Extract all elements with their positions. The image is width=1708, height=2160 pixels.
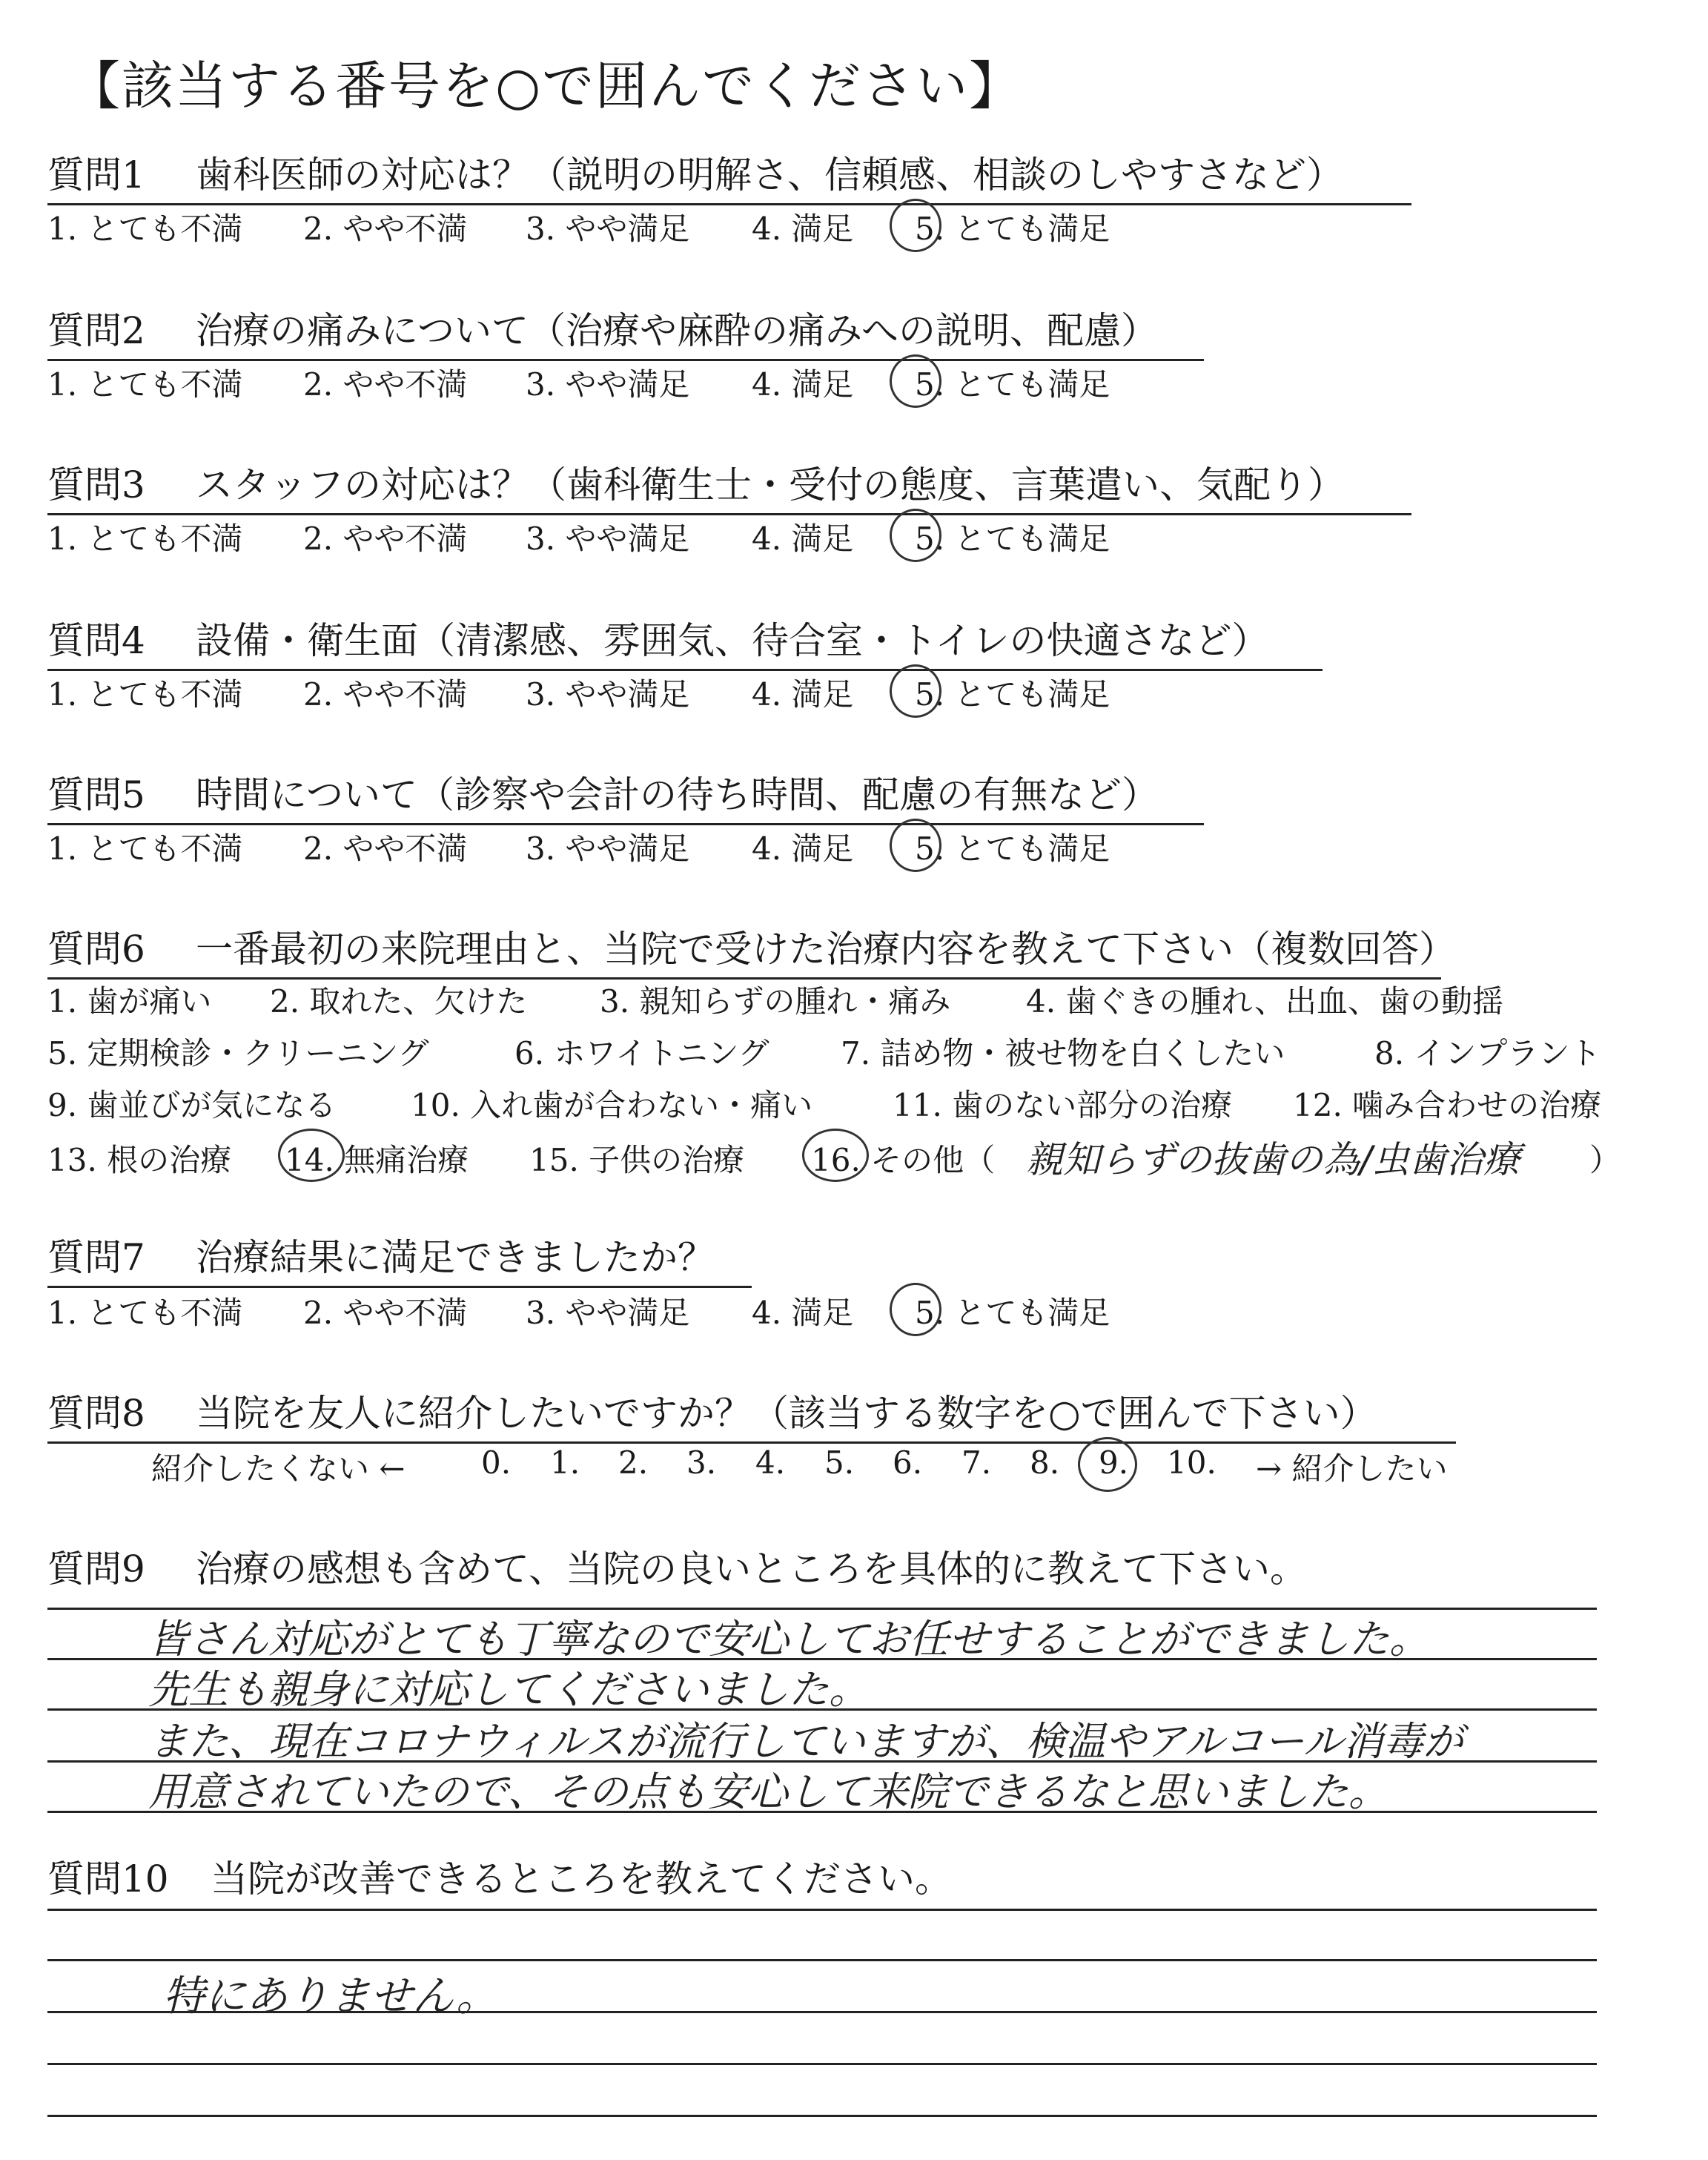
q8-scale-option[interactable]: 8. [1030, 1444, 1060, 1481]
question-number: 質問6 [47, 928, 145, 971]
selection-circle [1078, 1437, 1137, 1492]
q8-scale-option[interactable]: 3. [686, 1444, 717, 1481]
question-text: 一番最初の来院理由と、当院で受けた治療内容を教えて下さい（複数回答） [196, 928, 1456, 971]
scale-option-1[interactable]: 1. とても不満 [47, 521, 243, 557]
q6-option[interactable]: 10. 入れ歯が合わない・痛い [411, 1087, 813, 1123]
scale-option-4[interactable]: 4. 満足 [752, 830, 854, 867]
q6-option[interactable]: 16. その他（ [811, 1142, 996, 1178]
question-9-heading [47, 1539, 1307, 1597]
q6-option[interactable]: 5. 定期検診・クリーニング [47, 1035, 429, 1071]
selection-circle [890, 354, 941, 408]
scale-option-2[interactable]: 2. やや不満 [303, 830, 468, 867]
question-text: 当院が改善できるところを教えてください。 [211, 1857, 952, 1900]
question-number: 質問3 [47, 463, 145, 506]
answer-line [47, 2063, 1597, 2065]
q8-scale-option[interactable]: 5. [824, 1444, 855, 1481]
question-number: 質問5 [47, 773, 145, 816]
question-10-heading [47, 1849, 952, 1907]
scale-option-5[interactable]: 5. とても満足 [915, 211, 1110, 247]
question-text: 治療の感想も含めて、当院の良いところを具体的に教えて下さい。 [196, 1548, 1307, 1591]
question-number: 質問2 [47, 309, 145, 352]
scale-option-3[interactable]: 3. やや満足 [526, 366, 690, 403]
selection-circle [802, 1129, 869, 1182]
selection-circle [890, 664, 941, 718]
q6-option[interactable]: 8. インプラント [1374, 1035, 1601, 1071]
scale-option-2[interactable]: 2. やや不満 [303, 521, 468, 557]
answer-line [47, 2115, 1597, 2117]
question-text: 治療結果に満足できましたか？ [196, 1236, 715, 1279]
q6-option[interactable]: 1. 歯が痛い [47, 983, 212, 1020]
q6-option[interactable]: 13. 根の治療 [47, 1142, 232, 1178]
scale-option-4[interactable]: 4. 満足 [752, 521, 854, 557]
q6-option-close: ） [1589, 1142, 1621, 1178]
q9-answer-line-1: 皆さん対応がとても丁寧なので安心してお任せすることができました。 [148, 1616, 1429, 1662]
scale-option-2[interactable]: 2. やや不満 [303, 211, 468, 247]
scale-option-2[interactable]: 2. やや不満 [303, 1295, 468, 1331]
q6-option[interactable]: 15. 子供の治療 [529, 1142, 745, 1178]
scale-option-1[interactable]: 1. とても不満 [47, 1295, 243, 1331]
q8-scale-option[interactable]: 0. [481, 1444, 512, 1481]
question-number: 質問8 [47, 1392, 145, 1435]
q9-answer-line-2: 先生も親身に対応してくださいました。 [148, 1666, 869, 1713]
q8-scale-right-label: → 紹介したい [1256, 1450, 1448, 1487]
question-number: 質問9 [47, 1548, 145, 1591]
selection-circle [890, 509, 941, 562]
scale-option-3[interactable]: 3. やや満足 [526, 830, 690, 867]
question-text: スタッフの対応は？（歯科衛生士・受付の態度、言葉遣い、気配り） [196, 463, 1345, 506]
scale-option-5[interactable]: 5. とても満足 [915, 521, 1110, 557]
q8-scale-option[interactable]: 2. [618, 1444, 649, 1481]
scale-option-4[interactable]: 4. 満足 [752, 1295, 854, 1331]
answer-line [47, 1959, 1597, 1961]
q6-option[interactable]: 4. 歯ぐきの腫れ、出血、歯の動揺 [1026, 983, 1503, 1020]
question-text: 当院を友人に紹介したいですか？（該当する数字を○で囲んで下さい） [196, 1392, 1377, 1435]
question-number: 質問7 [47, 1236, 145, 1279]
q6-option[interactable]: 14. 無痛治療 [285, 1142, 469, 1178]
q6-option[interactable]: 3. 親知らずの腫れ・痛み [600, 983, 951, 1020]
question-text: 設備・衛生面（清潔感、雰囲気、待合室・トイレの快適さなど） [196, 619, 1269, 662]
scale-option-1[interactable]: 1. とても不満 [47, 676, 243, 713]
answer-line [47, 1909, 1597, 1911]
question-1-heading [47, 145, 1411, 205]
q6-option[interactable]: 6. ホワイトニング [514, 1035, 769, 1071]
q8-scale-option[interactable]: 10. [1167, 1444, 1217, 1481]
q8-scale-option[interactable]: 4. [755, 1444, 786, 1481]
q9-answer-line-3: また、現在コロナウィルスが流行していますが、検温やアルコール消毒が [148, 1718, 1463, 1765]
selection-circle [890, 199, 941, 252]
question-number: 質問10 [47, 1857, 169, 1900]
scale-option-3[interactable]: 3. やや満足 [526, 1295, 690, 1331]
question-number: 質問4 [47, 619, 145, 662]
page-title: 【該当する番号を○で囲んでください】 [68, 56, 1023, 116]
question-6-heading [47, 919, 1456, 980]
q6-option[interactable]: 7. 詰め物・被せ物を白くしたい [841, 1035, 1285, 1071]
q6-other-handwritten: 親知らずの抜歯の為/虫歯治療 [1026, 1138, 1520, 1181]
question-4-heading [47, 611, 1323, 671]
scale-option-5[interactable]: 5. とても満足 [915, 366, 1110, 403]
question-text: 歯科医師の対応は？（説明の明解さ、信頼感、相談のしやすさなど） [196, 153, 1343, 196]
scale-option-1[interactable]: 1. とても不満 [47, 211, 243, 247]
q6-option[interactable]: 2. 取れた、欠けた [270, 983, 528, 1020]
scale-option-4[interactable]: 4. 満足 [752, 366, 854, 403]
scale-option-5[interactable]: 5. とても満足 [915, 830, 1110, 867]
scale-option-3[interactable]: 3. やや満足 [526, 676, 690, 713]
q10-answer: 特にありません。 [163, 1972, 498, 2021]
question-text: 時間について（診察や会計の待ち時間、配慮の有無など） [196, 773, 1159, 816]
q8-scale-option[interactable]: 1. [550, 1444, 580, 1481]
scale-option-4[interactable]: 4. 満足 [752, 211, 854, 247]
question-2-heading [47, 301, 1204, 361]
scale-option-1[interactable]: 1. とても不満 [47, 366, 243, 403]
q6-option[interactable]: 9. 歯並びが気になる [47, 1087, 337, 1123]
q8-scale-option[interactable]: 7. [961, 1444, 992, 1481]
question-8-heading [47, 1384, 1456, 1444]
q8-scale-left-label: 紹介したくない ← [151, 1450, 406, 1487]
q6-option[interactable]: 12. 噛み合わせの治療 [1293, 1087, 1602, 1123]
scale-option-2[interactable]: 2. やや不満 [303, 366, 468, 403]
scale-option-3[interactable]: 3. やや満足 [526, 211, 690, 247]
question-7-heading [47, 1228, 752, 1288]
q8-scale-option[interactable]: 9. [1099, 1444, 1129, 1481]
q6-option[interactable]: 11. 歯のない部分の治療 [893, 1087, 1233, 1123]
selection-circle [278, 1129, 345, 1182]
scale-option-2[interactable]: 2. やや不満 [303, 676, 468, 713]
scale-option-5[interactable]: 5. とても満足 [915, 676, 1110, 713]
q9-answer-line-4: 用意されていたので、その点も安心して来院できるなと思いました。 [148, 1768, 1388, 1815]
scale-option-4[interactable]: 4. 満足 [752, 676, 854, 713]
question-5-heading [47, 765, 1204, 825]
scale-option-5[interactable]: 5. とても満足 [915, 1295, 1110, 1331]
scale-option-1[interactable]: 1. とても不満 [47, 830, 243, 867]
question-3-heading [47, 455, 1411, 515]
q8-scale-option[interactable]: 6. [893, 1444, 923, 1481]
question-number: 質問1 [47, 153, 145, 196]
selection-circle [890, 819, 941, 872]
selection-circle [890, 1283, 941, 1336]
question-text: 治療の痛みについて（治療や麻酔の痛みへの説明、配慮） [196, 309, 1158, 352]
scale-option-3[interactable]: 3. やや満足 [526, 521, 690, 557]
